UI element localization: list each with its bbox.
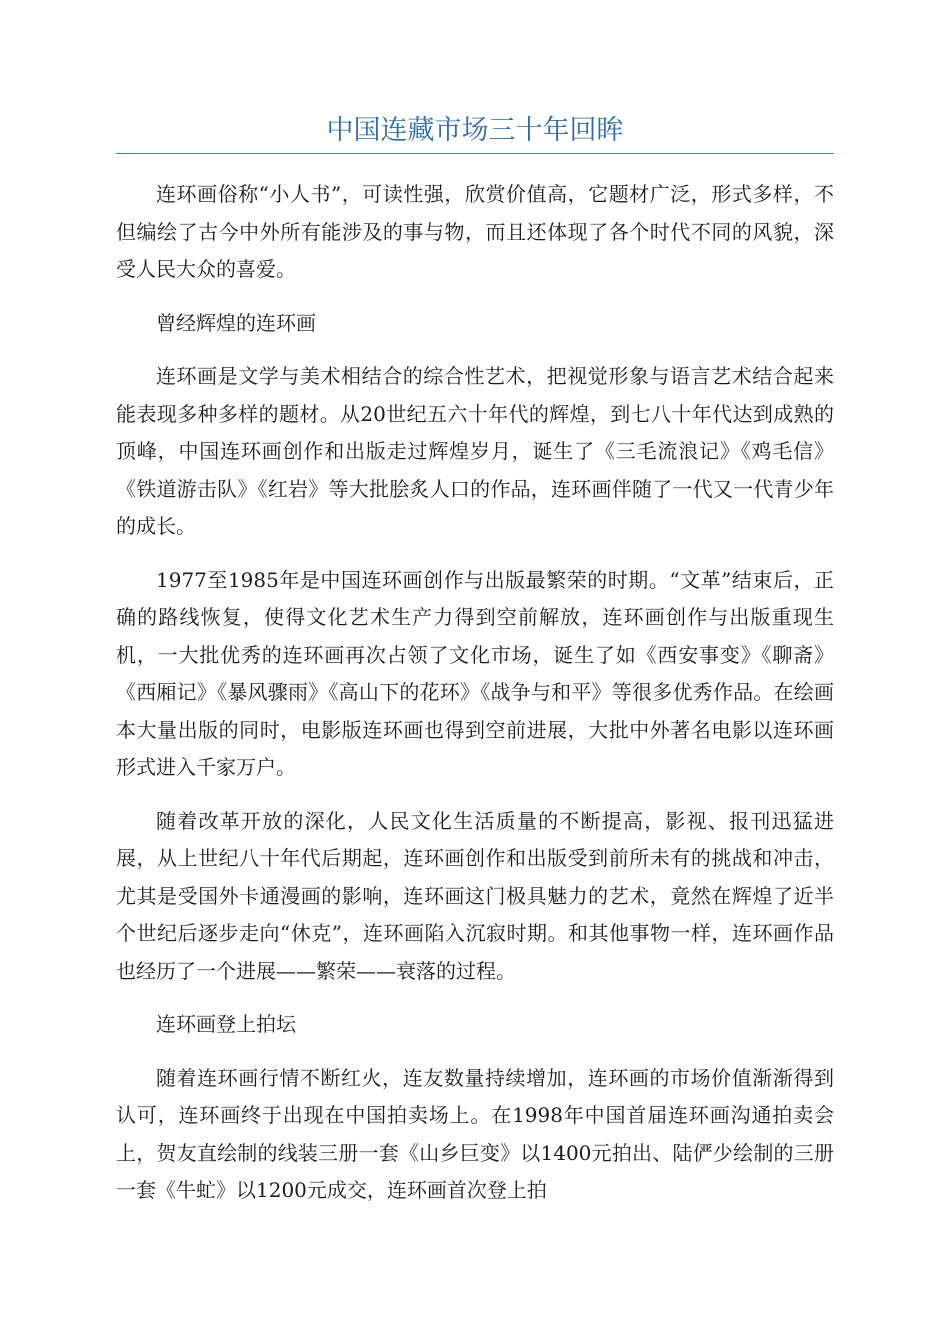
section-heading-glory: 曾经辉煌的连环画 [156,310,316,335]
title-underline [116,153,834,154]
paragraph-auction: 随着连环画行情不断红火，连友数量持续增加，连环画的市场价值渐渐得到认可，连环画终于出现在中国拍卖场上。在1998年中国首届连环画沟通拍卖会上，贺友直绘制的线装三册一套《山乡巨变》以1400元拍出、陆俨少绘制的三册一套《牛虻》以1200元成交，连环画首次登上拍 [116,1065,834,1202]
section-heading-auction: 连环画登上拍坛 [156,1012,296,1036]
paragraph-intro: 连环画俗称“小人书”，可读性强，欣赏价值高，它题材广泛，形式多样，不但编绘了古今中外所有能涉及的事与物，而且还体现了各个时代不同的风貌，深受人民大众的喜爱。 [116,182,834,281]
paragraph-prosperity: 1977至1985年是中国连环画创作与出版最繁荣的时期。“文革”结束后，正确的路线恢复，使得文化艺术生产力得到空前解放，连环画创作与出版重现生机，一大批优秀的连环画再次占领了文化市场，诞生了如《西安事变》《聊斋》《西厢记》《暴风骤雨》《高山下的花环》《战争与和平》等很多优秀作品。在绘画本大量出版的同时，电影版连环画也得到空前进展，大批中外著名电影以连环画形式进入千家万户。 [116,567,834,779]
paragraph-art-form: 连环画是文学与美术相结合的综合性艺术，把视觉形象与语言艺术结合起来能表现多种多样的题材。从20世纪五六十年代的辉煌，到七八十年代达到成熟的顶峰，中国连环画创作和出版走过辉煌岁月，诞生了《三毛流浪记》《鸡毛信》《铁道游击队》《红岩》等大批脍炙人口的作品，连环画伴随了一代又一代青少年的成长。 [116,364,834,538]
paragraph-decline: 随着改革开放的深化，人民文化生活质量的不断提高，影视、报刊迅猛进展，从上世纪八十年代后期起，连环画创作和出版受到前所未有的挑战和冲击，尤其是受国外卡通漫画的影响，连环画这门极具魅力的艺术，竟然在辉煌了近半个世纪后逐步走向“休克”，连环画陷入沉寂时期。和其他事物一样，连环画作品也经历了一个进展——繁荣——衰落的过程。 [116,808,834,983]
document-body [116,176,834,1226]
document-title: 中国连藏市场三十年回眸 [326,115,624,146]
